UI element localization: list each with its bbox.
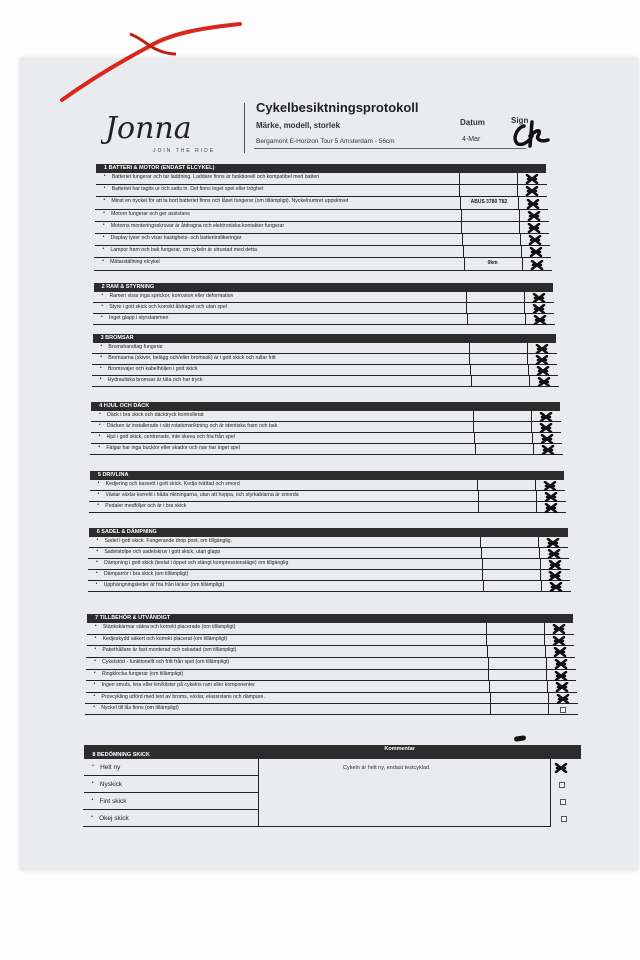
column-divider — [488, 670, 489, 681]
bullet: • — [99, 376, 102, 382]
assessment-checkbox[interactable] — [559, 782, 565, 788]
header-underline — [254, 148, 526, 149]
assessment-option: Nyskick — [99, 781, 123, 788]
column-divider — [527, 343, 528, 354]
column-divider — [462, 234, 463, 246]
row-text: Display lyser och visar hastighets- och batteriindikeringar — [110, 235, 242, 241]
row-text: Kedjeskydd säkert och korrekt placerat (om tillämpligt) — [102, 636, 228, 642]
bullet: • — [93, 681, 96, 687]
bullet: • — [100, 343, 103, 349]
column-divider — [518, 197, 519, 210]
row-text: Inget glapp i styrstammen — [109, 315, 169, 321]
row-value: 0km — [487, 260, 498, 266]
assessment-option: Fint skick — [99, 798, 127, 805]
row-check-mark — [537, 377, 551, 387]
row-text: Nyckel till lås finns (om tillämpligt) — [101, 705, 179, 711]
row-text: Dämpning i gott skick (testat i öppet och stängt kompressionsläge) om tillgänglig — [104, 560, 289, 566]
signature — [508, 118, 554, 150]
page-title: Cykelbesiktningsprotokoll — [256, 100, 419, 115]
bullet: • — [103, 210, 105, 216]
column-divider — [466, 292, 467, 303]
row-check-mark — [554, 659, 568, 669]
column-divider — [488, 658, 489, 670]
section-header: 5 DRIVLINA — [90, 471, 565, 480]
bullet: • — [99, 411, 101, 417]
row-text: Upphängningsleder är fria från läckor (om tillämpligt) — [103, 582, 225, 588]
row-check-mark — [555, 682, 569, 692]
checklist-row — [94, 246, 551, 258]
bullet: • — [98, 444, 101, 450]
checklist-row — [92, 354, 557, 365]
checklist-row — [88, 559, 570, 570]
row-check-mark — [526, 199, 540, 209]
bullet: • — [94, 635, 97, 641]
row-text: Ramen visar inga sprickor, korrosion eller deformation — [109, 293, 234, 299]
column-divider — [461, 222, 462, 234]
row-check-mark — [544, 492, 558, 502]
column-divider — [546, 670, 547, 681]
assessment-option: Okej skick — [99, 815, 129, 822]
checklist-row — [89, 502, 566, 513]
row-check-mark — [541, 445, 555, 455]
checklist-row — [92, 365, 558, 376]
column-divider — [478, 491, 479, 502]
checklist-row — [88, 570, 570, 581]
bullet: • — [101, 303, 103, 309]
column-divider — [519, 222, 520, 234]
row-text: Växlar växlar korrekt i båda riktningarna, utan att hoppa, och styrkablarna är smorda — [105, 492, 299, 498]
bullet: • — [93, 693, 96, 699]
row-text: Motorns monteringsskruvar är åtdragna och elektroniska kontakter fungerar — [110, 223, 285, 229]
row-text: Sadelstolpe och sadelskruv i gott skick, utan glapp — [104, 549, 221, 555]
row-text: Hydrauliska bromsar är täta och har tryck — [107, 377, 203, 383]
row-text: Batteriet fungerar och tar laddning. Laddare finns är funktionell och kompatibel med batteri — [111, 174, 320, 180]
column-divider — [544, 635, 545, 646]
row-check-mark — [532, 304, 546, 314]
bullet: • — [103, 197, 106, 203]
column-divider — [466, 303, 467, 314]
column-divider — [527, 354, 528, 365]
column-divider — [546, 658, 547, 670]
checklist-row — [93, 303, 554, 314]
row-check-mark — [532, 293, 546, 303]
row-text: Ringklocka fungerar (om tillämpligt) — [101, 671, 184, 677]
row-check-mark — [556, 694, 570, 704]
row-check-mark — [548, 571, 562, 581]
bullet: • — [102, 246, 105, 252]
assessment-row — [84, 776, 258, 793]
checklist-row — [87, 623, 574, 635]
section-header: 6 SADEL & DÄMPNING — [89, 528, 568, 537]
column-divider — [469, 343, 470, 354]
row-text: Sadel i gott skick. Fungerande drop post, om tillgänglig. — [104, 538, 232, 544]
column-divider — [548, 693, 549, 704]
column-divider — [548, 704, 549, 715]
row-text: Styre i gott skick och korrekt åtdraget och utan spel — [109, 304, 227, 310]
row-text: Däcken är installerade i rätt rotationsriktning och är identiska fram och bak — [106, 423, 278, 429]
bullet: • — [103, 173, 106, 179]
row-check-mark — [540, 434, 554, 444]
assessment-header — [84, 745, 580, 759]
column-divider — [524, 292, 525, 303]
section-header: 4 HJUL OCH DÄCK — [91, 402, 560, 411]
row-value: ABUS 3780 T82 — [470, 199, 508, 205]
checklist-row — [88, 581, 571, 592]
column-divider — [475, 444, 476, 455]
checklist-row — [91, 411, 561, 422]
bullet: • — [97, 491, 100, 497]
row-check-mark — [527, 211, 541, 221]
row-text: Fälgar har inga bucklor eller skador och nav har inget spel — [106, 445, 240, 451]
column-divider — [486, 635, 487, 646]
comment-text: Cykeln är helt ny, endast testcyklad — [343, 765, 430, 771]
comment-box[interactable] — [258, 759, 551, 827]
column-divider — [528, 365, 529, 376]
checklist-row — [96, 185, 548, 197]
row-check-mark — [548, 560, 562, 570]
column-divider — [480, 537, 481, 548]
column-divider — [481, 548, 482, 559]
checklist-row — [93, 314, 555, 325]
column-divider — [522, 258, 523, 271]
row-text: Motorn fungerar och ger assistans — [111, 211, 190, 217]
sign-label: Sign — [511, 116, 529, 125]
column-divider — [473, 422, 474, 433]
assessment-row — [83, 810, 258, 827]
row-check-mark — [547, 549, 561, 559]
checklist-row — [92, 376, 559, 387]
column-divider — [547, 681, 548, 693]
comment-header: Kommentar — [384, 746, 415, 752]
row-text: Kedjering och kassett i gott skick. Kedja tvättad och smord — [105, 481, 240, 487]
column-divider — [539, 548, 540, 559]
column-divider — [521, 246, 522, 258]
bullet: • — [98, 422, 101, 428]
checklist-row — [91, 433, 563, 444]
bullet: • — [99, 365, 102, 371]
column-divider — [535, 480, 536, 491]
column-divider — [533, 444, 534, 455]
checklist-row — [89, 537, 569, 548]
column-divider — [520, 234, 521, 246]
column-divider — [536, 491, 537, 502]
column-divider — [478, 502, 479, 513]
row-text: Mätarställning elcykel — [110, 259, 160, 265]
checklist-row — [86, 658, 576, 670]
bullet: • — [94, 623, 97, 629]
column-divider — [517, 173, 518, 185]
assessment-check-mark — [554, 763, 568, 773]
row-text: Cykelstöd - funktionellt och fritt från spel (om tillämpligt) — [102, 659, 230, 665]
row-text: Bromsvajer och kabelhöljen i gott skick — [107, 366, 198, 372]
column-divider — [532, 433, 533, 444]
checklist-row — [94, 258, 552, 271]
checklist-row — [89, 491, 565, 502]
row-check-mark — [536, 366, 550, 376]
column-divider — [482, 559, 483, 570]
column-divider — [487, 646, 488, 658]
section-header: 3 BROMSAR — [93, 334, 557, 343]
column-divider — [490, 693, 491, 704]
bullet: • — [98, 433, 101, 439]
assessment-option: Helt ny — [100, 764, 121, 771]
row-check-mark — [546, 538, 560, 548]
column-divider — [482, 570, 483, 581]
column-divider — [538, 537, 539, 548]
column-divider — [544, 623, 545, 635]
checklist-row — [91, 422, 562, 433]
checklist-row — [95, 197, 548, 210]
column-divider — [540, 559, 541, 570]
bullet: • — [101, 292, 104, 298]
bullet: • — [94, 646, 97, 652]
assessment-row — [84, 759, 258, 776]
column-divider — [459, 185, 460, 197]
row-check-mark — [544, 503, 558, 513]
checklist-row — [95, 210, 549, 222]
bullet: • — [96, 537, 99, 543]
assessment-checkbox[interactable] — [560, 799, 566, 805]
header-divider — [244, 103, 245, 153]
section-header: 7 TILLBEHÖR & UTVÄNDIGT — [87, 614, 573, 623]
bullet: • — [97, 480, 100, 486]
checklist-row — [87, 635, 575, 646]
column-divider — [524, 303, 525, 314]
checklist-row — [88, 548, 569, 559]
svg-text:JOIN THE RIDE: JOIN THE RIDE — [153, 148, 216, 154]
bike-model-value: Bergamont E-Horizon Tour 5 Amsterdam - 56cm — [256, 138, 395, 145]
bullet: • — [92, 763, 94, 769]
bullet: • — [96, 548, 99, 554]
row-checkbox[interactable] — [560, 707, 566, 713]
section-header: 2 RAM & STYRNING — [94, 283, 554, 292]
bullet: • — [91, 814, 93, 820]
row-text: Ingen smuts, lera eller lim/klister på cykelns ram eller komponenter — [101, 682, 256, 688]
row-check-mark — [554, 671, 568, 681]
jonna-logo — [101, 108, 239, 162]
row-check-mark — [528, 235, 542, 245]
checklist-row — [86, 670, 576, 681]
row-text: Stänkskärmar säkra och korrekt placerade (om tillämpligt) — [102, 624, 236, 630]
checklist-row — [90, 444, 562, 455]
checklist-row — [85, 704, 578, 715]
assessment-row — [83, 793, 258, 810]
column-divider — [469, 354, 470, 365]
row-check-mark — [533, 315, 547, 325]
bullet: • — [97, 502, 99, 508]
checklist-row — [92, 343, 556, 354]
column-divider — [490, 704, 491, 715]
row-text: Bromsarna (skivor, belägg och/eller bromsok) är i gott skick och rullar fritt — [108, 355, 276, 361]
bullet: • — [94, 658, 96, 664]
column-divider — [531, 422, 532, 433]
datum-label: Datum — [460, 118, 485, 127]
checklist-row — [90, 480, 565, 491]
checklist-row — [86, 646, 575, 658]
bullet: • — [91, 797, 94, 803]
bullet: • — [91, 780, 94, 786]
svg-text:Jonna: Jonna — [105, 111, 192, 146]
column-divider — [461, 210, 462, 222]
assessment-title: 8 BEDÖMNING SKICK — [92, 752, 150, 758]
checklist-row — [93, 292, 553, 303]
bullet: • — [95, 581, 98, 587]
row-check-mark — [529, 247, 543, 257]
bullet: • — [93, 670, 96, 676]
bullet: • — [93, 704, 95, 710]
row-text: Lampor fram och bak fungerar, om cykeln är utrustad med detta. — [110, 247, 259, 253]
bullet: • — [96, 559, 98, 565]
checklist-row — [95, 222, 550, 234]
column-divider — [459, 173, 460, 185]
row-check-mark — [552, 636, 566, 646]
checklist-row — [85, 693, 577, 704]
checklist-row — [86, 681, 577, 693]
column-divider — [517, 185, 518, 197]
column-divider — [474, 433, 475, 444]
column-divider — [531, 411, 532, 422]
row-check-mark — [535, 355, 549, 365]
row-check-mark — [535, 344, 549, 354]
bullet: • — [102, 222, 105, 228]
row-text: Bromshandtag fungerar — [108, 344, 163, 350]
row-check-mark — [527, 223, 541, 233]
row-check-mark — [539, 412, 553, 422]
row-check-mark — [549, 582, 563, 592]
column-divider — [473, 411, 474, 422]
bullet: • — [103, 185, 106, 191]
row-text: Dämparrör i bra skick (om tillämpligt) — [103, 571, 189, 577]
column-divider — [471, 376, 472, 387]
bullet: • — [101, 314, 103, 320]
column-divider — [536, 502, 537, 513]
row-text: Däck i bra skick och däcktryck kontrollerat — [107, 412, 204, 418]
bullet: • — [100, 354, 102, 360]
row-check-mark — [530, 260, 544, 270]
date-value: 4-Mar — [462, 136, 481, 143]
column-divider — [470, 365, 471, 376]
row-text: Provcykling utförd med test av broms, växlar, elassistans och dämpare. — [101, 694, 265, 700]
checklist-row — [95, 234, 551, 246]
column-divider — [483, 581, 484, 592]
row-text: Pedaler medföljer och är i bra skick — [105, 503, 187, 509]
row-text: Pakethållare är fast monterad och oskadad (om tillämpligt) — [102, 647, 237, 653]
column-divider — [519, 210, 520, 222]
section-header: 1 BATTERI & MOTOR (ENDAST ELCYKEL) — [96, 164, 546, 173]
column-divider — [529, 376, 530, 387]
row-check-mark — [553, 647, 567, 657]
column-divider — [463, 246, 464, 258]
row-text: Hjul i gott skick, centrerade, inte skeva och fria från spel — [106, 434, 235, 440]
row-text: Minst en nyckel för att ta bort batteriet finns och låset fungerar (om tillämpligt). Nyckelnumret uppskrivet — [111, 198, 349, 204]
column-divider — [477, 480, 478, 491]
column-divider — [489, 681, 490, 693]
row-check-mark — [552, 624, 566, 634]
bullet: • — [95, 570, 98, 576]
column-divider — [540, 570, 541, 581]
column-divider — [541, 581, 542, 592]
column-divider — [545, 646, 546, 658]
checklist-row — [96, 173, 547, 185]
bullet: • — [102, 234, 105, 240]
column-divider — [467, 314, 468, 325]
column-divider — [486, 623, 487, 635]
row-check-mark — [525, 174, 539, 184]
row-check-mark — [543, 481, 557, 491]
row-text: Batteriet har tagits ur och satts in. Det finns inget spel eller tröghet — [111, 186, 264, 192]
bike-model-label: Märke, modell, storlek — [256, 121, 341, 130]
row-check-mark — [539, 423, 553, 433]
bullet: • — [102, 258, 104, 264]
assessment-checkbox[interactable] — [561, 816, 567, 822]
row-check-mark — [525, 186, 539, 196]
column-divider — [525, 314, 526, 325]
